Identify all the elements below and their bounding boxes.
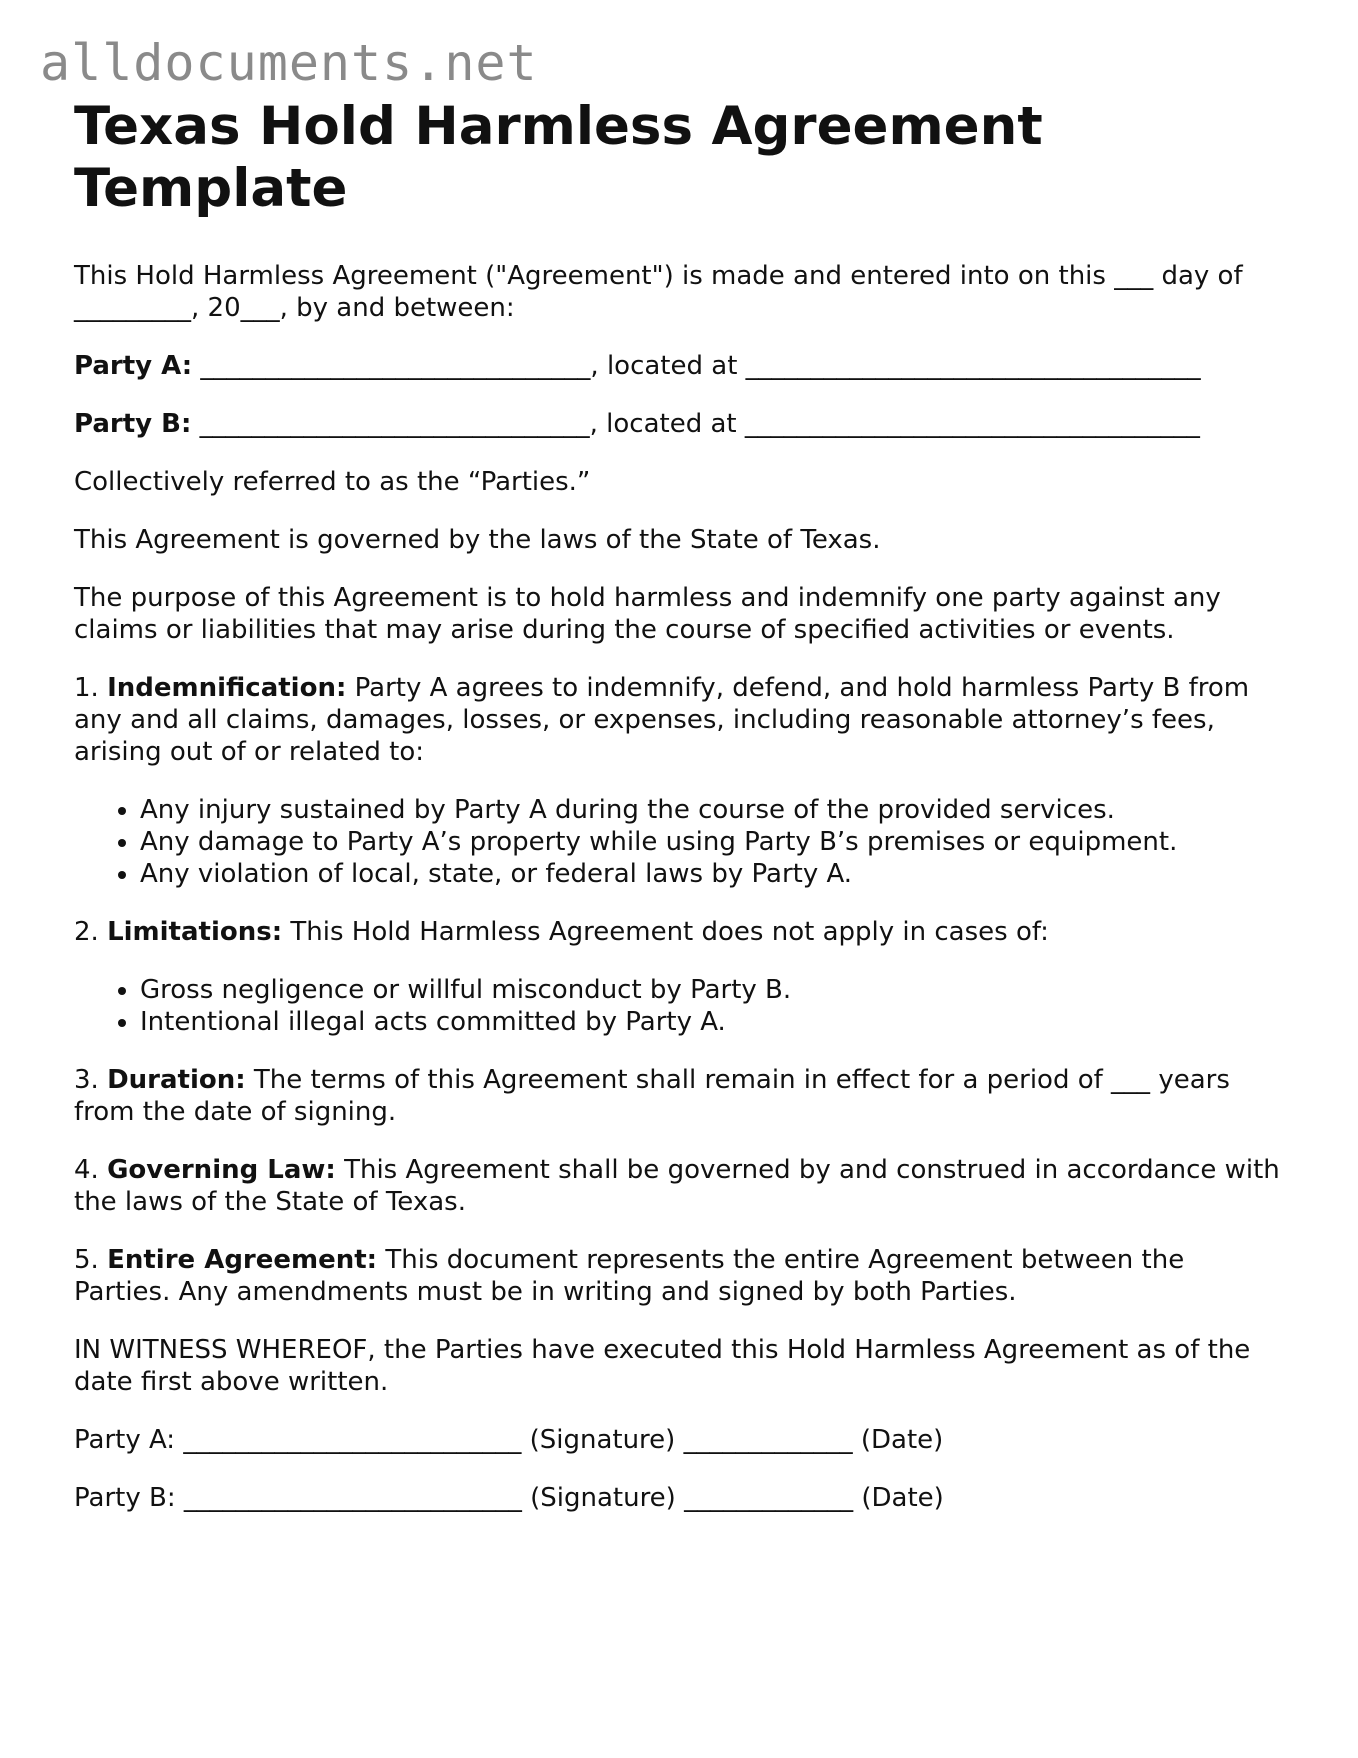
indemnification-list bbox=[74, 794, 1284, 890]
purpose-paragraph: The purpose of this Agreement is to hold harmless and indemnify one party against any claims or liabilities that may arise during the course of specified activities or events. bbox=[74, 583, 1221, 645]
section-number: 2. bbox=[74, 917, 108, 947]
signature-line-party-a: Party A: __________________________ (Signature) _____________ (Date) bbox=[74, 1425, 944, 1455]
watermark: alldocuments.net bbox=[40, 34, 538, 92]
signature-line-party-b: Party B: __________________________ (Signature) _____________ (Date) bbox=[74, 1483, 944, 1513]
party-a-label: Party A: bbox=[74, 351, 193, 381]
party-a-line bbox=[74, 350, 1284, 382]
section-number: 4. bbox=[74, 1155, 108, 1185]
list-item: • Any damage to Party A’s property while using Party B’s premises or equipment. bbox=[140, 826, 1284, 858]
section-governing-law bbox=[74, 1154, 1284, 1218]
list-item: • Intentional illegal acts committed by Party A. bbox=[140, 1006, 1284, 1038]
section-text: This document represents the entire Agreement between the Parties. Any amendments must be in writing and signed by both Parties. bbox=[74, 1245, 1185, 1307]
list-item: • Any injury sustained by Party A during the course of the provided services. bbox=[140, 794, 1284, 826]
section-number: 5. bbox=[74, 1245, 108, 1275]
section-duration bbox=[74, 1064, 1284, 1128]
list-item: • Gross negligence or willful misconduct by Party B. bbox=[140, 974, 1284, 1006]
section-number: 3. bbox=[74, 1065, 108, 1095]
section-heading: Governing Law: bbox=[107, 1155, 336, 1185]
section-text: This Hold Harmless Agreement does not apply in cases of: bbox=[282, 917, 1049, 947]
section-entire-agreement bbox=[74, 1244, 1284, 1308]
governed-paragraph: This Agreement is governed by the laws of the State of Texas. bbox=[74, 525, 881, 555]
list-item: • Any violation of local, state, or federal laws by Party A. bbox=[140, 858, 1284, 890]
party-b-blanks: ______________________________, located at ___________________________________ bbox=[191, 409, 1200, 439]
section-heading: Duration: bbox=[107, 1065, 246, 1095]
section-heading: Indemnification: bbox=[107, 673, 347, 703]
section-number: 1. bbox=[74, 673, 108, 703]
party-b-label: Party B: bbox=[74, 409, 192, 439]
section-heading: Limitations: bbox=[107, 917, 283, 947]
section-indemnification bbox=[74, 672, 1284, 768]
section-heading: Entire Agreement: bbox=[107, 1245, 378, 1275]
section-text: This Agreement shall be governed by and construed in accordance with the laws of the State of Texas. bbox=[74, 1155, 1280, 1217]
intro-paragraph: This Hold Harmless Agreement ("Agreement") is made and entered into on this ___ day of _________, 20___, by and between: bbox=[74, 261, 1243, 323]
collectively-paragraph: Collectively referred to as the “Parties.” bbox=[74, 467, 591, 497]
party-a-blanks: ______________________________, located at ___________________________________ bbox=[192, 351, 1201, 381]
section-text: The terms of this Agreement shall remain in effect for a period of ___ years from the date of signing. bbox=[74, 1065, 1230, 1127]
section-limitations bbox=[74, 916, 1284, 948]
witness-paragraph: IN WITNESS WHEREOF, the Parties have executed this Hold Harmless Agreement as of the date first above written. bbox=[74, 1335, 1251, 1397]
limitations-list bbox=[74, 974, 1284, 1038]
section-text: Party A agrees to indemnify, defend, and hold harmless Party B from any and all claims, damages, losses, or expenses, including reasonable attorney’s fees, arising out of or related to: bbox=[74, 673, 1250, 767]
document-title: Texas Hold Harmless Agreement Template bbox=[74, 96, 1043, 219]
party-b-line bbox=[74, 408, 1284, 440]
document-page bbox=[74, 96, 1284, 1540]
